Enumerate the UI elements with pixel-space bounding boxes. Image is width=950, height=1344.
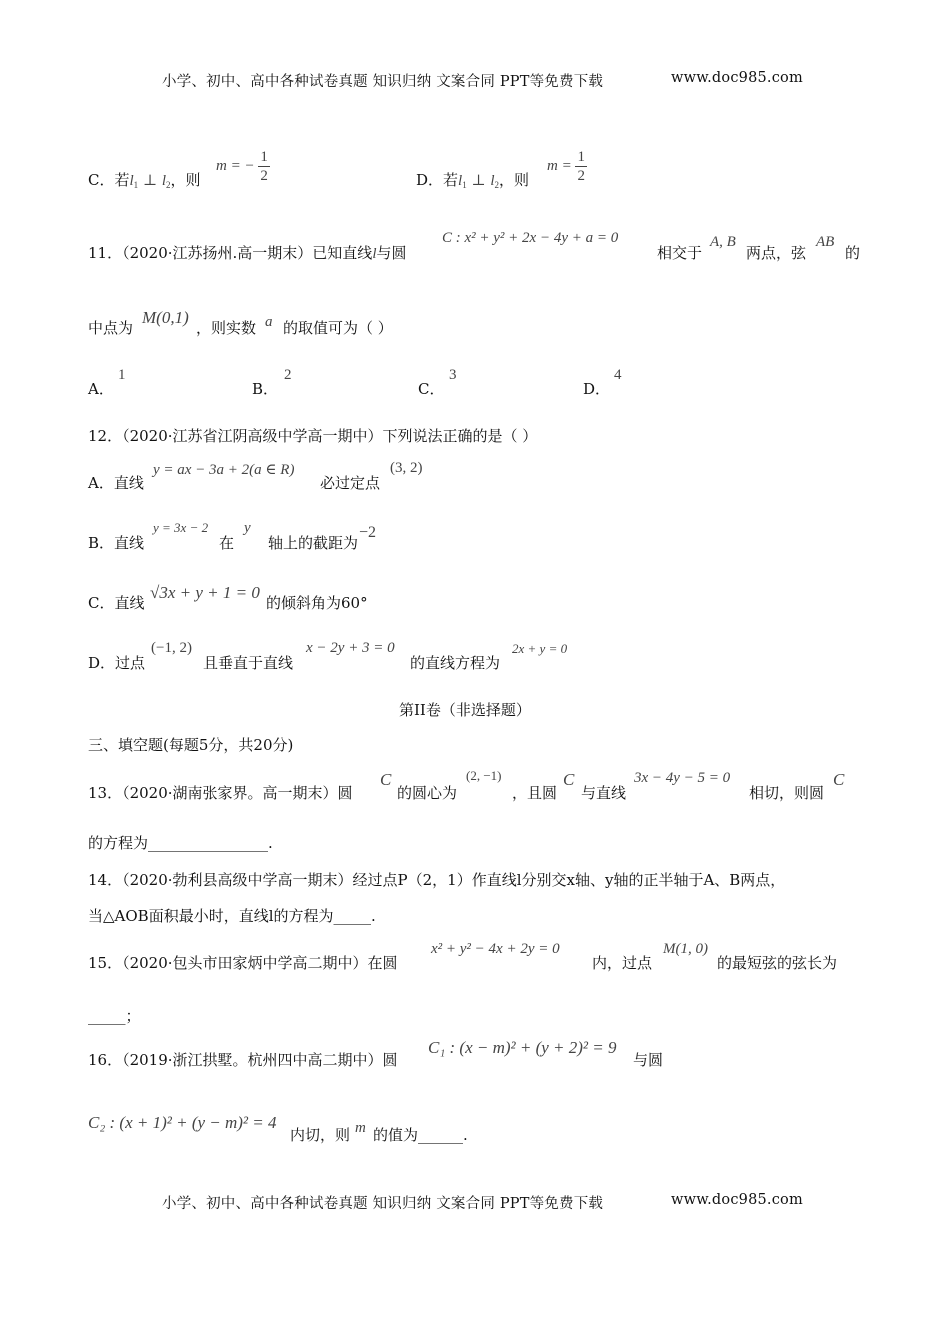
q11-line2-b: ，则实数: [196, 319, 257, 337]
q14-line1: 14．（2020·勃利县高级中学高一期末）经过点P（2，1）作直线l分别交x轴、y轴的正半轴于A、B两点，: [88, 871, 786, 889]
q12-a-point: (3, 2): [390, 460, 423, 476]
q11-option-d-label: D．: [583, 380, 611, 398]
q10-c-perp: ⊥: [142, 173, 158, 189]
q10-d-label: D．若: [416, 171, 459, 189]
header-text: 小学、初中、高中各种试卷真题 知识归纳 文案合同 PPT等免费下载: [162, 74, 604, 90]
q16-c1: C₁ : (x − m)² + (y + 2)² = 9: [428, 1038, 617, 1057]
q16-b: 与圆: [633, 1051, 664, 1069]
q13-c2: C: [563, 770, 575, 789]
q12-b-value: −2: [359, 524, 377, 541]
q11-ab: A, B: [710, 234, 736, 250]
q12-d-label: D．过点: [88, 654, 146, 672]
q11-option-a-value: 1: [118, 367, 126, 383]
q12-b-y: y: [244, 520, 251, 536]
q11-option-b-value: 2: [284, 367, 292, 383]
q10-option-c: [88, 170, 201, 195]
q13-b: 的圆心为: [397, 784, 458, 802]
q13-d: 与直线: [581, 784, 627, 802]
q12-a-mid: 必过定点: [320, 474, 381, 492]
q12-c-tail: 的倾斜角为60°: [266, 594, 368, 612]
q11-option-d-value: 4: [614, 367, 622, 383]
q13-c1: C: [380, 770, 392, 789]
q10-c-l2: $l_2$: [161, 173, 171, 190]
q15-blank: _____；: [88, 1007, 141, 1025]
q13-line: 3x − 4y − 5 = 0: [634, 770, 731, 786]
q12-d-answer: 2x + y = 0: [512, 641, 568, 656]
q12-d-line: x − 2y + 3 = 0: [306, 640, 395, 656]
section-title: 第II卷（非选择题）: [399, 701, 531, 719]
q13-c3: C: [833, 770, 845, 789]
q11-line1: 11．（2020·江苏扬州.高一期末）已知直线l与圆: [88, 244, 407, 262]
q11-option-b-label: B．: [252, 380, 279, 398]
q11-line1-e: 的: [845, 244, 861, 262]
q14-line2: 当△AOB面积最小时，直线l的方程为_____.: [88, 907, 376, 925]
footer-site[interactable]: www.doc985.com: [671, 1192, 803, 1208]
q12-stem: 12．（2020·江苏省江阴高级中学高一期中）下列说法正确的是（ ）: [88, 427, 538, 445]
fill-heading: 三、填空题(每题5分，共20分): [88, 736, 294, 754]
q11-midpoint: M(0,1): [142, 308, 189, 327]
q13-c: ，且圆: [512, 784, 558, 802]
q12-b-eq: y = 3x − 2: [153, 520, 209, 535]
q11-line2: 中点为: [88, 319, 134, 337]
q12-d-tail: 的直线方程为: [410, 654, 501, 672]
q15-circle: x² + y² − 4x + 2y = 0: [431, 941, 560, 957]
q10-c-label: C．若: [88, 171, 130, 189]
q13-line2: 的方程为________________.: [88, 834, 273, 852]
q10-option-d: [416, 170, 529, 195]
q15-b: 内，过点: [592, 954, 653, 972]
q11-option-c-label: C．: [418, 380, 445, 398]
q10-d-l1: $l_1$: [458, 173, 467, 190]
q11-option-a-label: A．: [88, 380, 114, 398]
q12-d-mid: 且垂直于直线: [203, 654, 294, 672]
q16-c: 内切，则: [290, 1126, 351, 1144]
q16-d: 的值为______.: [373, 1126, 468, 1144]
q15-c: 的最短弦的弦长为: [717, 954, 838, 972]
q13-a: 13．（2020·湖南张家界。高一期末）圆: [88, 784, 353, 802]
q15-point: M(1, 0): [663, 941, 708, 957]
q11-line1-tail: 相交于: [657, 244, 703, 262]
header-site[interactable]: www.doc985.com: [671, 70, 803, 86]
q11-chord: AB: [816, 234, 835, 250]
q11-line1-d: 两点，弦: [746, 244, 807, 262]
q10-c-formula: m = − $\frac{1}{2}$: [216, 149, 268, 184]
q12-b-label: B．直线: [88, 534, 145, 552]
q10-d-perp: ⊥: [471, 173, 486, 189]
q10-c-then: ，则: [170, 171, 201, 189]
q12-a-eq: y = ax − 3a + 2(a ∈ R): [153, 462, 295, 478]
q12-c-eq: √3x + y + 1 = 0: [150, 583, 260, 602]
q12-b-mid: 在: [219, 534, 235, 552]
q11-option-c-value: 3: [449, 367, 457, 383]
q10-c-l1: $l_1$: [129, 173, 139, 190]
q10-d-then: ，则: [499, 171, 530, 189]
q16-c2: C₂ : (x + 1)² + (y − m)² = 4: [88, 1113, 277, 1132]
footer-text: 小学、初中、高中各种试卷真题 知识归纳 文案合同 PPT等免费下载: [162, 1196, 604, 1212]
q10-d-l2: $l_2$: [490, 173, 500, 190]
q16-m: m: [355, 1120, 366, 1136]
q11-line2-c: 的取值可为（ ）: [283, 319, 393, 337]
q11-circle-eq: C : x² + y² + 2x − 4y + a = 0: [442, 230, 619, 246]
q13-center: (2, −1): [466, 768, 502, 783]
q11-a: a: [265, 314, 273, 330]
q10-d-formula: m = $\frac{1}{2}$: [547, 149, 585, 184]
q12-c-label: C．直线: [88, 594, 145, 612]
q16-a: 16．（2019·浙江拱墅。杭州四中高二期中）圆: [88, 1051, 398, 1069]
q12-d-point: (−1, 2): [151, 640, 192, 656]
q15-a: 15．（2020·包头市田家炳中学高二期中）在圆: [88, 954, 398, 972]
q13-e: 相切，则圆: [749, 784, 825, 802]
q12-a-label: A．直线: [88, 474, 144, 492]
q12-b-tail: 轴上的截距为: [268, 534, 359, 552]
